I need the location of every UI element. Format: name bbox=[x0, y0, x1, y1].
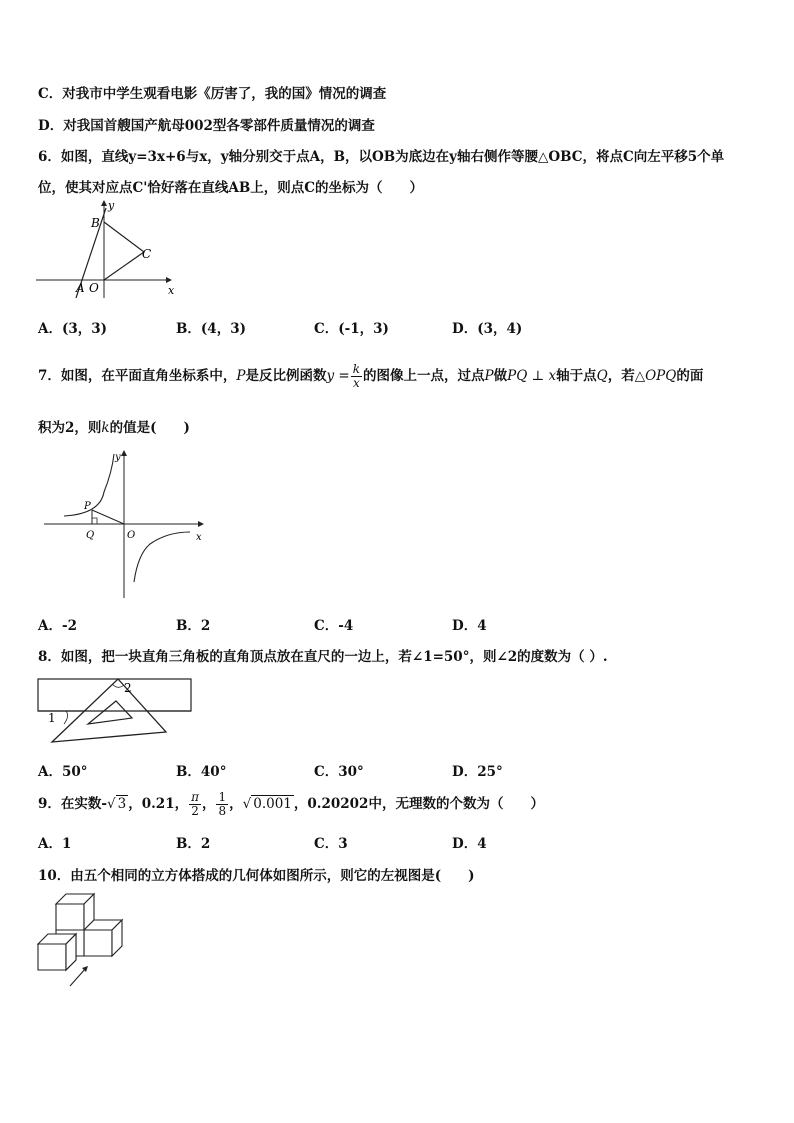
q5-option-c: C．对我市中学生观看电影《厉害了，我的国》情况的调查 bbox=[38, 86, 387, 102]
q8-option-d: D．25° bbox=[452, 764, 503, 780]
q8-option-c: C．30° bbox=[314, 764, 364, 780]
q7-fraction-k-over-x: $\frac{k}{x}$ bbox=[352, 362, 361, 390]
q7-hyperbola-right bbox=[134, 532, 190, 582]
q7-label-x: x bbox=[196, 532, 202, 543]
q8-option-b: B．40° bbox=[176, 764, 227, 780]
q8-angle1-arc bbox=[64, 711, 68, 724]
q9-sqrt3: √ 3 bbox=[107, 796, 127, 812]
q8-label-2: 2 bbox=[124, 681, 132, 695]
q6-option-d: D．(3，4) bbox=[452, 321, 523, 337]
q6-option-c: C．(-1，3) bbox=[314, 321, 389, 337]
q7-option-b: B．2 bbox=[176, 618, 211, 634]
q7-option-a: A．-2 bbox=[38, 618, 77, 634]
q10-view-arrow bbox=[70, 968, 86, 986]
q6-label-y: y bbox=[108, 199, 115, 212]
q10-stem: 10．由五个相同的立方体搭成的几何体如图所示，则它的左视图是( ) bbox=[38, 868, 475, 884]
q8-option-a: A．50° bbox=[38, 764, 88, 780]
q7-option-d: D．4 bbox=[452, 618, 487, 634]
q6-triangle-obc bbox=[104, 222, 144, 280]
q6-stem-line2: 位，使其对应点C'恰好落在直线AB上，则点C的坐标为（ ） bbox=[38, 180, 424, 196]
q6-figure bbox=[36, 198, 176, 302]
q6-stem-line1: 6．如图，直线y=3x+6与x，y轴分别交于点A，B，以OB为底边在y轴右侧作等腰△OBC，将点C向左平移5个单 bbox=[38, 149, 725, 165]
q9-stem: 9．在实数-√ 3 ，0.21， $\frac{\pi}{2}$ ， $\frac{1}{8}$ ，√ 0.001 ，0.20202中，无理数的个数为（ ） bbox=[38, 786, 544, 822]
q7-label-q: Q bbox=[86, 530, 95, 541]
q9-option-b: B．2 bbox=[176, 836, 211, 852]
q9-fraction-pi-over-2: $\frac{\pi}{2}$ bbox=[191, 790, 199, 818]
q5-option-d: D．对我国首艘国产航母002型各零部件质量情况的调查 bbox=[38, 118, 375, 134]
q6-label-o: O bbox=[89, 281, 99, 295]
q9-option-c: C．3 bbox=[314, 836, 348, 852]
q6-option-a: A．(3，3) bbox=[38, 321, 108, 337]
q6-label-b: B bbox=[91, 216, 100, 230]
q7-label-y: y bbox=[115, 452, 121, 463]
q8-label-1: 1 bbox=[48, 711, 56, 725]
q7-stem-line2: 积为2，则k的值是( ) bbox=[38, 420, 190, 436]
q7-option-c: C．-4 bbox=[314, 618, 354, 634]
q7-stem-line1: 7．如图，在平面直角坐标系中，P是反比例函数y = $\frac{k}{x}$ 的图像上一点，过点P做PQ ⊥ x轴于点Q，若△OPQ的面 bbox=[38, 362, 704, 390]
q9-option-a: A．1 bbox=[38, 836, 72, 852]
q7-label-p: P bbox=[84, 501, 91, 512]
q9-option-d: D．4 bbox=[452, 836, 487, 852]
q7-figure bbox=[42, 448, 212, 600]
q6-label-c: C bbox=[142, 247, 152, 261]
q8-stem: 8．如图，把一块直角三角板的直角顶点放在直尺的一边上，若∠1=50°，则∠2的度数为（ ）. bbox=[38, 649, 608, 665]
q9-fraction-1-over-8: $\frac{1}{8}$ bbox=[218, 790, 227, 818]
q6-label-x: x bbox=[168, 284, 175, 297]
q6-label-a: A bbox=[76, 281, 85, 295]
q7-label-o: O bbox=[127, 530, 136, 541]
q9-sqrt-0001: √ 0.001 bbox=[242, 796, 292, 812]
q8-figure bbox=[36, 676, 196, 746]
q6-option-b: B．(4，3) bbox=[176, 321, 246, 337]
q7-right-angle-mark bbox=[92, 518, 97, 524]
q10-figure-cubes bbox=[36, 888, 136, 992]
